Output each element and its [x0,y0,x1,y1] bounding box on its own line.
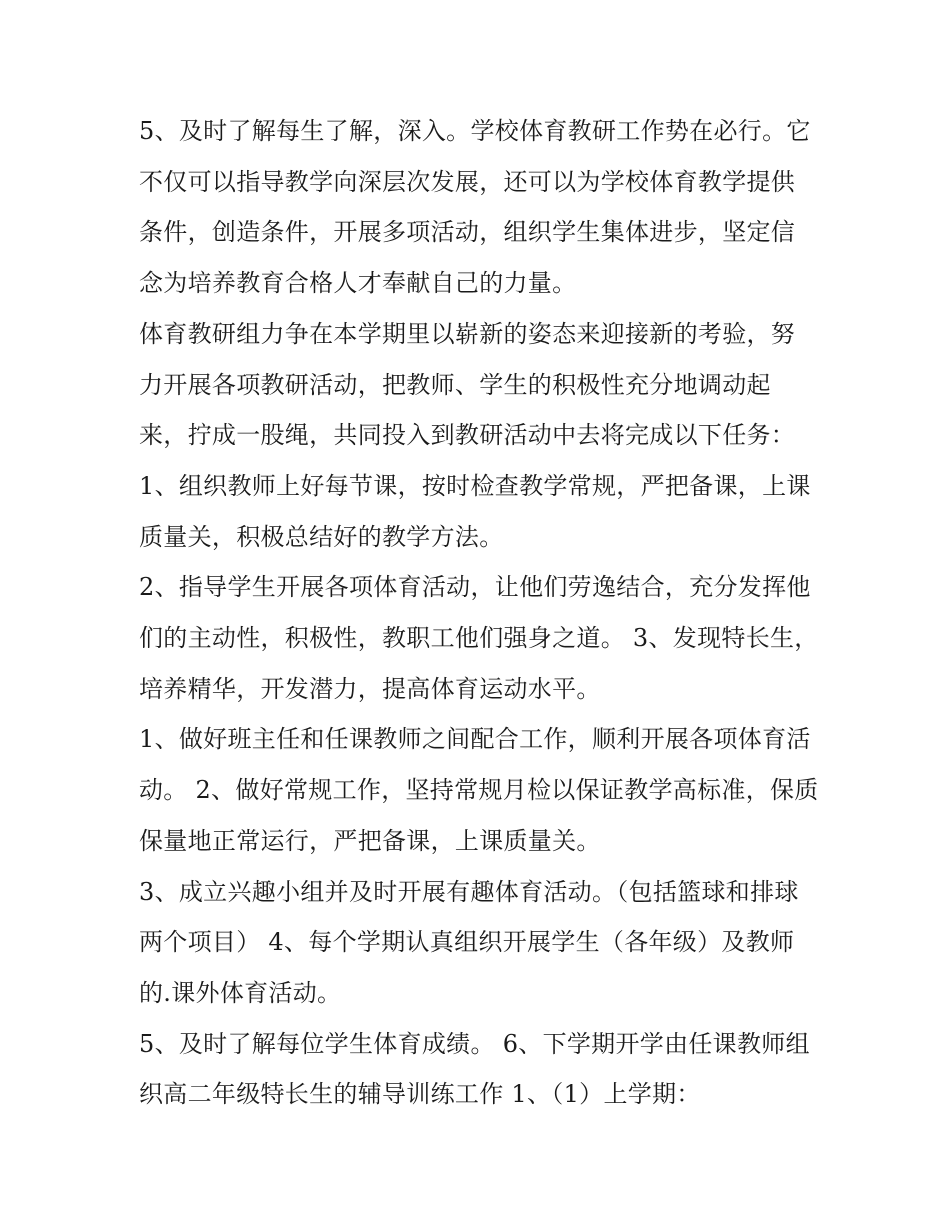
paragraph-3: 1、组织教师上好每节课，按时检查教学常规，严把备课，上课质量关，积极总结好的教学方法。 [139,471,811,551]
document-body [139,106,819,1120]
paragraph-6: 3、成立兴趣小组并及时开展有趣体育活动。（包括篮球和排球两个项目） 4、每个学期认真组织开展学生（各年级）及教师的.课外体育活动。 [139,877,799,1007]
paragraph-2: 体育教研组力争在本学期里以崭新的姿态来迎接新的考验，努力开展各项教研活动，把教师、学生的积极性充分地调动起来，拧成一股绳，共同投入到教研活动中去将完成以下任务： [139,319,796,450]
paragraph-5: 1、做好班主任和任课教师之间配合工作，顺利开展各项体育活动。 2、做好常规工作，坚持常规月检以保证教学高标准，保质保量地正常运行，严把备课，上课质量关。 [139,725,819,855]
paragraph-1: 5、及时了解每生了解，深入。学校体育教研工作势在必行。它不仅可以指导教学向深层次发展，还可以为学校体育教学提供条件，创造条件，开展多项活动，组织学生集体进步，坚定信念为培养教育合格人才奉献自己的力量。 [139,117,811,298]
paragraph-4: 2、指导学生开展各项体育活动，让他们劳逸结合，充分发挥他们的主动性，积极性，教职工他们强身之道。 3、发现特长生，培养精华，开发潜力，提高体育运动水平。 [139,573,819,703]
paragraph-7: 5、及时了解每位学生体育成绩。 6、下学期开学由任课教师组织高二年级特长生的辅导训练工作 1、（1）上学期： [139,1029,810,1109]
